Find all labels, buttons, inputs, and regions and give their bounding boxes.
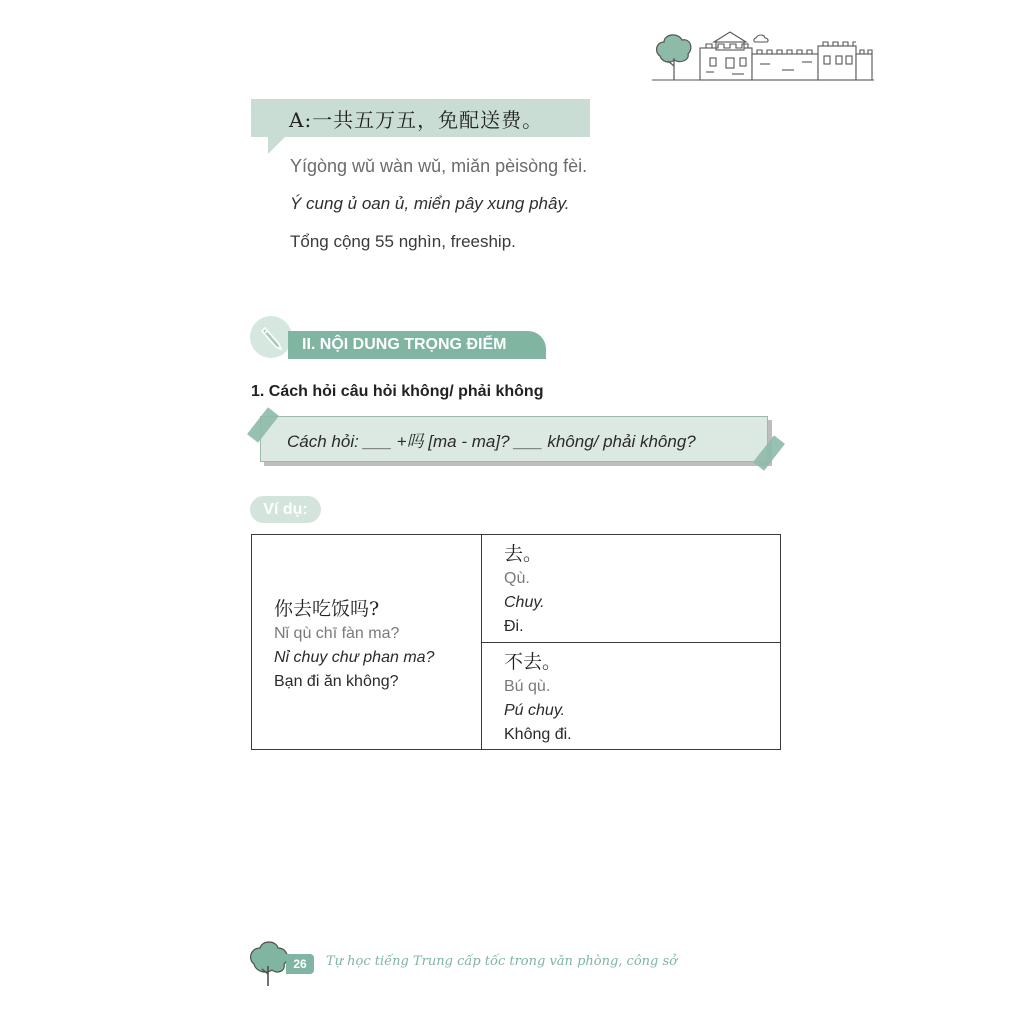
answer-pinyin: Qù. bbox=[504, 570, 530, 587]
question-translation: Bạn đi ăn không? bbox=[274, 673, 399, 690]
dialogue-speaker-line: A:一共五万五，免配送费。 bbox=[251, 99, 590, 137]
answer-translation: Đi. bbox=[504, 618, 524, 635]
section-heading bbox=[250, 316, 546, 362]
example-label: Ví dụ: bbox=[250, 496, 321, 523]
section-title: II. NỘI DUNG TRỌNG ĐIỂM bbox=[288, 331, 546, 359]
answer-cell bbox=[482, 643, 781, 750]
book-title: Tự học tiếng Trung cấp tốc trong văn phòng, công sở bbox=[326, 954, 677, 969]
page-number: 26 bbox=[286, 954, 314, 974]
formula-text: Cách hỏi: ___ +吗 [ma - ma]? ___ không/ phải không? bbox=[260, 416, 768, 462]
page-footer bbox=[248, 940, 677, 988]
answer-cell bbox=[482, 535, 781, 643]
formula-card bbox=[252, 410, 778, 472]
answer-pinyin: Bú qù. bbox=[504, 678, 551, 695]
tree-icon bbox=[248, 940, 290, 986]
speech-bubble-tail bbox=[268, 136, 286, 154]
question-cell bbox=[252, 535, 482, 750]
table-row bbox=[252, 535, 781, 643]
dialogue-pinyin: Yígòng wǔ wàn wǔ, miǎn pèisòng fèi. bbox=[290, 156, 588, 176]
answer-chinese: 去。 bbox=[504, 543, 543, 565]
great-wall-illustration bbox=[652, 28, 874, 84]
tree-icon bbox=[657, 35, 691, 80]
answer-phonetic: Pú chuy. bbox=[504, 702, 566, 719]
question-phonetic: Nỉ chuy chư phan ma? bbox=[274, 649, 435, 666]
answer-phonetic: Chuy. bbox=[504, 594, 545, 611]
answer-translation: Không đi. bbox=[504, 726, 572, 743]
dialogue-phonetic: Ý cung ủ oan ủ, miển pây xung phây. bbox=[290, 194, 570, 213]
pencil-icon bbox=[259, 322, 287, 352]
example-table bbox=[251, 534, 781, 750]
dialogue-translation: Tổng cộng 55 nghìn, freeship. bbox=[290, 232, 516, 251]
answer-chinese: 不去。 bbox=[504, 651, 562, 673]
subheading: 1. Cách hỏi câu hỏi không/ phải không bbox=[251, 383, 544, 400]
question-pinyin: Nǐ qù chī fàn ma? bbox=[274, 625, 400, 642]
question-chinese: 你去吃饭吗? bbox=[274, 598, 380, 620]
